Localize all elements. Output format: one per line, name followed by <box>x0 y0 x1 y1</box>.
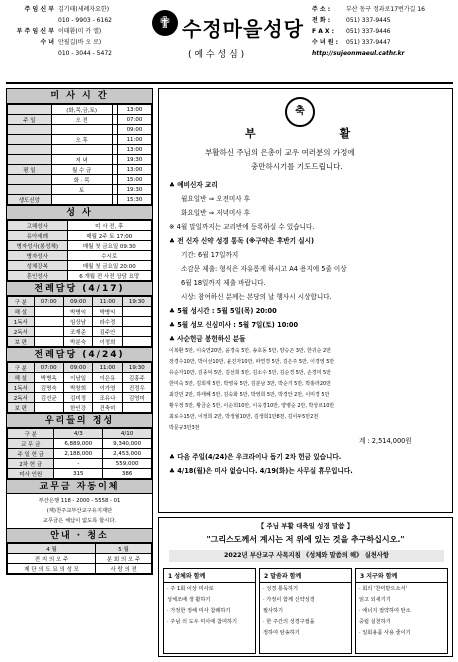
bible-quote: "그리스도께서 계시는 저 위에 있는 것을 추구하십시오." <box>206 535 405 544</box>
duty1-cell: 박병익 <box>93 307 122 317</box>
mass-row <box>8 155 152 165</box>
pastoral-column-item: · 에너지 절약하여 탄소 <box>359 608 411 614</box>
mass-cell: 13:00 <box>118 145 152 155</box>
duty2-cell: 김명숙 <box>34 383 63 393</box>
stats-cell: - <box>54 459 103 469</box>
fee-section-title: 교무금 자동이체 <box>7 479 152 494</box>
mass-cell: 11:00 <box>118 135 152 145</box>
parish-logo-icon: ✟ <box>152 10 178 36</box>
duty2-header-row <box>8 363 152 373</box>
mass-cell: 19:30 <box>118 185 152 195</box>
duty1-cell <box>34 307 63 317</box>
sacrament-row <box>8 271 152 281</box>
mass-cell: 19:30 <box>118 155 152 165</box>
mass-cell: 15:00 <box>118 175 152 185</box>
stats-cell: 주 일 헌 금 <box>8 449 54 459</box>
notice-item: ♣ 5월 성시간 : 5월 5일(목) 20:00 <box>169 307 277 315</box>
stats-cell: 6,889,000 <box>54 439 103 449</box>
mass-section-title: 미 사 시 간 <box>7 89 152 104</box>
website-link[interactable]: http://sujeonmaeul.cathr.kr <box>312 50 405 57</box>
mass-cell: 토 <box>51 185 112 195</box>
mass-cell: 13:00 <box>118 165 152 175</box>
pastoral-banner: 2022년 부산교구 사목지침 《성체와 말씀의 해》 실천사항 <box>169 550 444 562</box>
stats-cell: 2차 헌 금 <box>8 459 54 469</box>
sacrament-cell: 6 개월 전 사전 상담 요망 <box>67 271 151 281</box>
guide-row <box>8 554 152 564</box>
mass-cell <box>8 105 52 115</box>
mass-cell: 생도신앙 <box>8 195 52 205</box>
duty1-cell: 보 편 <box>8 337 35 347</box>
notice-item: 최로수15만, 이정희 2만, 박정월10만, 김생희1만8천, 김이두5만2천 <box>169 414 319 420</box>
duty1-table <box>7 296 152 347</box>
duty1-cell: 라수정 <box>93 317 122 327</box>
mass-row <box>8 135 152 145</box>
duty1-cell: 2독서 <box>8 327 35 337</box>
duty2-header-cell: 19:30 <box>122 363 151 373</box>
sacraments-section-title: 성 사 <box>7 205 152 220</box>
sacrament-row <box>8 241 152 251</box>
pastoral-column-item: · 일회용품 사용 줄이기 <box>359 630 411 636</box>
stats-table <box>7 428 152 479</box>
duty1-row <box>8 317 152 327</box>
pastoral-column-item: · 주 1회 이상 미사로 <box>167 586 214 592</box>
duty2-cell: 김미정 <box>63 393 92 403</box>
notice-item: ♣ 다음 주일(4/24)은 우크라이나 돕기 2차 헌금 있습니다. <box>169 453 342 461</box>
stats-cell: 2,188,000 <box>54 449 103 459</box>
duty2-row <box>8 393 152 403</box>
pastoral-column-item: 성체조배 생 활하기 <box>167 597 211 603</box>
guide-cell: 전 지 의 오 주 <box>8 554 96 564</box>
notice-item: 황우정 5만, 황금순 5만, 이순희10만, 이옥경10만, 양병순 2만, 박상르10만 <box>169 403 335 409</box>
mass-cell <box>8 155 52 165</box>
mass-cell: 평 일 <box>8 165 52 175</box>
mass-row <box>8 105 152 115</box>
sacrament-cell: 매월 2주 토 17:00 <box>67 231 151 241</box>
duty2-cell: 해 설 <box>8 373 35 383</box>
notice-item: ※ 4월 말일까지는 교리반에 등록하실 수 있습니다. <box>169 223 315 231</box>
header-right-info: 주 소 : 부산 동구 정과로17번가길 16 전 화 : 051) 337-9445 F A X : 051) 337-9446 수 녀 원 : 051) 337-9447 http://sujeonmaeul.cathr.kr <box>312 4 454 59</box>
notice-item: ♣ 4/18(월)은 미사 없습니다. 4/19(화)는 사무실 휴무입니다. <box>169 467 353 475</box>
left-column <box>6 88 153 575</box>
duty2-row <box>8 403 152 413</box>
duty1-cell <box>122 337 151 347</box>
guide-cell: 제 단 의 도 묘 의 성 모 <box>8 564 96 574</box>
pastoral-columns <box>163 568 450 654</box>
mass-cell: 15:30 <box>118 195 152 205</box>
pastoral-column-item: · 성경 통독하기 <box>263 586 299 592</box>
notice-item: 화요일반 ⇒ 저녁미사 후 <box>181 209 251 217</box>
notice-item: 박문규3만3천 <box>169 425 200 431</box>
duty1-row <box>8 327 152 337</box>
stats-cell: 교 무 금 <box>8 439 54 449</box>
sacrament-row <box>8 221 152 231</box>
duty1-row <box>8 307 152 317</box>
notice-item: ♣ 5월 성모 신심미사 : 5월 7일(토) 10:00 <box>169 321 299 329</box>
duty2-cell: 조유나 <box>93 393 122 403</box>
duty2-cell: 건축미 <box>93 403 122 413</box>
stats-cell: 2,453,000 <box>103 449 152 459</box>
pastoral-column-item: 필사하기 <box>263 608 284 614</box>
pastoral-column-item: 정하여 암송하기 <box>263 630 300 636</box>
sacrament-row <box>8 231 152 241</box>
stats-cell: 9,340,000 <box>103 439 152 449</box>
sacrament-cell: 병자성사(봉성체) <box>8 241 68 251</box>
sacrament-row <box>8 261 152 271</box>
guide-header-row <box>8 544 152 554</box>
duty2-row <box>8 373 152 383</box>
duty1-header-row <box>8 297 152 307</box>
sacrament-cell: 성체강복 <box>8 261 68 271</box>
duty2-cell <box>122 403 151 413</box>
duty2-cell: 이가영 <box>93 383 122 393</box>
duty2-section-title: 전례담당 (4/24) <box>7 347 152 362</box>
bible-title: 【 주님 부활 대축일 성경 말씀 】 <box>257 522 354 530</box>
duty1-cell <box>122 307 151 317</box>
duty1-cell <box>34 317 63 327</box>
stats-row <box>8 439 152 449</box>
duty1-header-cell: 19:30 <box>122 297 151 307</box>
pastoral-column-title: 2 말씀과 함께 <box>260 569 351 583</box>
pastoral-column-title: 1 성체와 함께 <box>164 569 255 583</box>
notice-item: ♣ 예비신자 교리 <box>169 181 218 189</box>
sacrament-cell: 매월 첫 금요일 20:00 <box>67 261 151 271</box>
duty2-cell: 김선균 <box>34 393 63 403</box>
guide-section-title: 안내 · 청소 <box>7 528 152 543</box>
mass-cell <box>8 125 52 135</box>
mass-cell: (화,목,금,토) <box>51 105 112 115</box>
duty2-table <box>7 362 152 413</box>
mass-cell <box>51 195 112 205</box>
guide-header-cell: 5 월 <box>96 544 152 554</box>
duty1-cell: 박분숙 <box>63 337 92 347</box>
notice-item: 6월 18일까지 제출 바랍니다. <box>181 279 266 287</box>
guide-cell: 사 랑 의 전 <box>96 564 152 574</box>
duty2-row <box>8 383 152 393</box>
notice-heading: 부 활 <box>245 127 391 140</box>
duty1-header-cell: 09:00 <box>63 297 92 307</box>
stats-row <box>8 469 152 479</box>
notice-item: 기간: 6월 17일까지 <box>181 251 239 259</box>
sacrament-cell: 매월 첫 금요일 09:30 <box>67 241 151 251</box>
header-left-info: 주 임 신 부 김기태(세례자요한) 010 - 9903 - 6162 부 주 임 신 부 이태환(미 카 엘) 수 녀 안필길(바 오 로) 010 - 3044 - 5472 <box>16 6 112 57</box>
fee-info: 부산은행 118 - 2000 - 5558 - 01 (재)천주교부산교구유지재단 교무금은 체납이 없도록 합시다. <box>38 498 121 524</box>
duty1-cell: 1독서 <box>8 317 35 327</box>
duty1-cell <box>34 327 63 337</box>
duty1-cell: 조재준 <box>63 327 92 337</box>
duty1-cell: 임상남 <box>63 317 92 327</box>
duty2-header-cell: 07:00 <box>34 363 63 373</box>
pastoral-column <box>163 568 256 654</box>
stats-row <box>8 459 152 469</box>
sacrament-cell: 미 사 전, 후 <box>67 221 151 231</box>
pastoral-column-item: 중립 실천하기 <box>359 619 391 625</box>
notice-item: 최강민 2만, 하태혜 5만, 김숙화 5만, 박영희 5만, 박경안 2만, 이미경 5만 <box>169 392 330 398</box>
stats-header-cell: 4/10 <box>103 429 152 439</box>
mass-cell: 저 녁 <box>51 155 112 165</box>
duty2-cell: 2독서 <box>8 393 35 403</box>
duty1-cell: 김주안 <box>93 327 122 337</box>
sacrament-cell: 유아세례 <box>8 231 68 241</box>
pastoral-column-item: · 주님 의 도우 미사에 참여하기 <box>167 619 238 625</box>
notice-item: 계 : 2,514,000원 <box>359 437 412 445</box>
stats-header-row <box>8 429 152 439</box>
pastoral-column <box>355 568 448 654</box>
mass-cell <box>51 145 112 155</box>
notice-item: ♣ 전 신자 신약 성경 통독 (※구약은 후반기 실시) <box>169 237 314 245</box>
duty1-header-cell: 구 분 <box>8 297 35 307</box>
mass-cell: 주 일 <box>8 115 52 125</box>
duty2-cell: 박창희 <box>63 383 92 393</box>
mass-cell <box>8 135 52 145</box>
mass-cell: 월 수 금 <box>51 165 112 175</box>
guide-table <box>7 543 152 574</box>
sacrament-cell: 혼인성사 <box>8 271 68 281</box>
pastoral-column-item: · 한 주간의 성경구절을 <box>263 619 315 625</box>
mass-cell: 화 · 목 <box>51 175 112 185</box>
duty2-cell: 이은유 <box>93 373 122 383</box>
mass-cell: 13:00 <box>118 105 152 115</box>
duty2-header-cell: 09:00 <box>63 363 92 373</box>
sacrament-cell: 수시로 <box>67 251 151 261</box>
notice-item: 시상: 참여하신 분께는 본당의 날 행사시 시상합니다. <box>181 293 332 301</box>
parish-subtitle: ( 예 수 성 심 ) <box>188 50 245 60</box>
greeting-line-1: 부활하신 주님의 은총이 교우 여러분의 가정에 <box>205 148 355 157</box>
duty2-cell: 김영미 <box>122 393 151 403</box>
notice-item: 유순자10만, 김종덕 5만, 김선희 5만, 김소수 5만, 김순경 5만, 손경미 5만 <box>169 370 332 376</box>
notice-item: 월요일반 ⇒ 오전미사 후 <box>181 195 251 203</box>
mass-row <box>8 145 152 155</box>
duty2-cell: 박병옥 <box>34 373 63 383</box>
mass-row <box>8 115 152 125</box>
duty1-cell <box>122 327 151 337</box>
duty2-header-cell: 구 분 <box>8 363 35 373</box>
sacraments-table <box>7 220 152 281</box>
duty2-header-cell: 11:00 <box>93 363 122 373</box>
notice-box <box>158 88 453 513</box>
duty1-section-title: 전례담당 (4/17) <box>7 281 152 296</box>
mass-cell <box>8 185 52 195</box>
mass-cell <box>51 125 112 135</box>
duty1-cell: 박병익 <box>63 307 92 317</box>
mass-row <box>8 125 152 135</box>
duty2-cell: 한인강 <box>63 403 92 413</box>
duty1-cell: 해 설 <box>8 307 35 317</box>
duty1-header-cell: 11:00 <box>93 297 122 307</box>
pastoral-column-item: · 가정이 함께 신약성경 <box>263 597 315 603</box>
stats-cell: 315 <box>54 469 103 479</box>
mass-cell <box>8 145 52 155</box>
duty2-cell: 1독서 <box>8 383 35 393</box>
duty2-cell <box>34 403 63 413</box>
mass-table <box>7 104 152 205</box>
stats-cell: 미사 인원 <box>8 469 54 479</box>
duty2-cell: 보 편 <box>8 403 35 413</box>
pastoral-column <box>259 568 352 654</box>
bible-box <box>158 517 453 657</box>
mass-cell <box>8 175 52 185</box>
greeting-line-2: 충만하시기를 기도드립니다. <box>251 162 343 171</box>
parish-title: 수정마을성당 <box>182 17 304 41</box>
notice-item: 소감문 제출: 형식은 자유롭게 하시고 A4 용지에 5줄 이상 <box>181 265 347 273</box>
parish-logo <box>148 4 308 44</box>
sacrament-cell: 고해성사 <box>8 221 68 231</box>
duty2-cell: 김홍주 <box>122 373 151 383</box>
duty1-cell: 이정희 <box>93 337 122 347</box>
celebration-stamp: 축 <box>285 97 315 127</box>
stats-header-cell: 구 분 <box>8 429 54 439</box>
duty1-row <box>8 337 152 347</box>
header-divider <box>6 82 453 84</box>
mass-cell: 오 전 <box>51 115 112 125</box>
pastoral-column-item: · 회의 '찬미받으소서' <box>359 586 407 592</box>
guide-cell: 분 회 의 오 주 <box>96 554 152 564</box>
mass-cell: 07:00 <box>118 115 152 125</box>
guide-header-cell: 4 월 <box>8 544 96 554</box>
duty1-header-cell: 07:00 <box>34 297 63 307</box>
mass-row <box>8 185 152 195</box>
notice-item: 한미숙 5만, 김희재 5만, 박영육 5만, 김분남 3만, 박순기 5만, 박홍라20만 <box>169 381 332 387</box>
duty2-cell: 진정우 <box>122 383 151 393</box>
mass-row <box>8 165 152 175</box>
pastoral-column-title: 3 지구와 함께 <box>356 569 447 583</box>
stats-section-title: 우리들의 정성 <box>7 413 152 428</box>
notice-item: ♣ 사순헌금 봉헌하신 분들 <box>169 335 246 343</box>
notice-item: 장경수10만, 박이선10만, 윤진자10만, 파연경 5만, 김은주 5만, 이경영 5만 <box>169 359 335 365</box>
duty1-cell <box>122 317 151 327</box>
sacrament-cell: 병자성사 <box>8 251 68 261</box>
mass-cell: 09:00 <box>118 125 152 135</box>
mass-row <box>8 195 152 205</box>
duty1-cell <box>34 337 63 347</box>
stats-cell: 386 <box>103 469 152 479</box>
sacrament-row <box>8 251 152 261</box>
stats-row <box>8 449 152 459</box>
guide-row <box>8 564 152 574</box>
duty2-cell: 이남일 <box>63 373 92 383</box>
notice-item: 이복환 5만, 이숙연20만, 윤경숙 5만, 송호동 5만, 양승곤 3만, 한귀순 2만 <box>169 348 332 354</box>
stats-cell: 559,000 <box>103 459 152 469</box>
mass-cell: 오 후 <box>51 135 112 145</box>
pastoral-column-item: · 가정한 정해 미사 참례하기 <box>167 608 231 614</box>
mass-row <box>8 175 152 185</box>
stats-header-cell: 4/3 <box>54 429 103 439</box>
pastoral-column-item: 읽고 되새기기 <box>359 597 391 603</box>
